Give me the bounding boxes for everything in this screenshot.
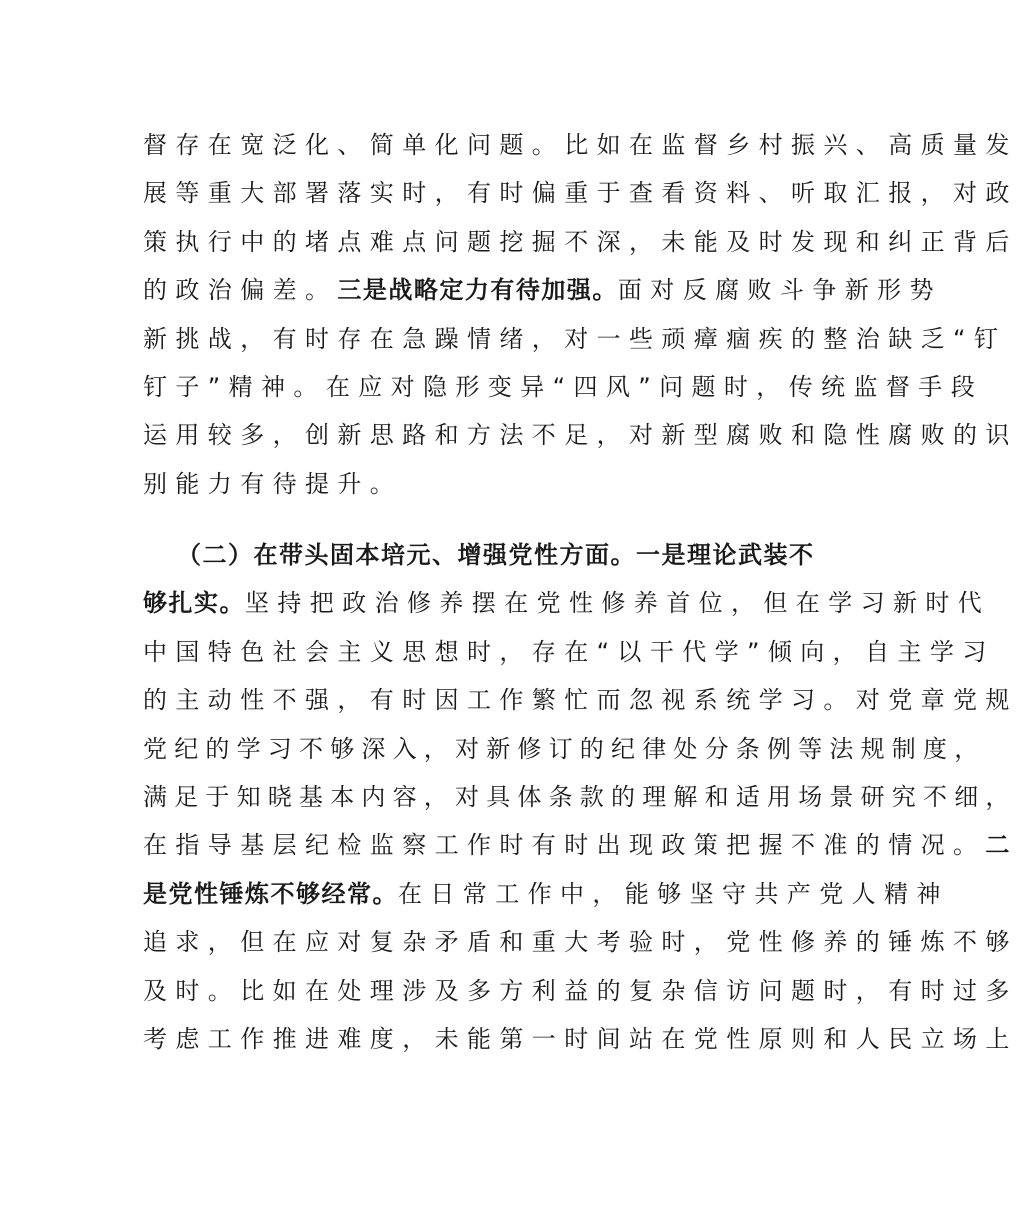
section-heading-two: （二）在带头固本培元、增强党性方面。一是理论武装不 [177, 541, 815, 569]
text-line [143, 821, 1011, 869]
text-run: 运用较多，创新思路和方法不足，对新型腐败和隐性腐败的识 [143, 421, 1018, 450]
bold-heading-two-start: 二 [985, 831, 1011, 860]
text-run: 及时。比如在处理涉及多方利益的复杂信访问题时，有时过多 [143, 976, 1018, 1005]
text-line [143, 266, 942, 314]
text-line [143, 579, 991, 627]
text-line [143, 121, 1018, 169]
text-line [143, 676, 1018, 724]
text-run: 满足于知晓基本内容，对具体条款的理解和适用场景研究不细， [143, 782, 1017, 811]
text-run: 中国特色社会主义思想时，存在“以干代学”倾向，自主学习 [143, 637, 995, 666]
paragraph-supervision-issues [143, 121, 1018, 508]
text-line [143, 870, 949, 918]
text-run: 策执行中的堵点难点问题挖掘不深，未能及时发现和纠正背后 [143, 227, 1018, 256]
text-run: 考虑工作推进难度，未能第一时间站在党性原则和人民立场上 [143, 1024, 1018, 1053]
bold-heading-three: 三是战略定力有待加强。 [337, 276, 618, 305]
text-line [143, 411, 1018, 459]
text-line [143, 315, 1007, 363]
text-run: 的主动性不强，有时因工作繁忙而忽视系统学习。对党章党规 [143, 686, 1018, 715]
text-run: 党纪的学习不够深入，对新修订的纪律处分条例等法规制度， [143, 734, 986, 763]
text-run: 坚持把政治修养摆在党性修养首位，但在学习新时代 [245, 589, 991, 618]
text-line [143, 218, 1018, 266]
text-line [143, 628, 995, 676]
text-run: 展等重大部署落实时，有时偏重于查看资料、听取汇报，对政 [143, 179, 1018, 208]
paragraph-party-spirit [143, 531, 1018, 1063]
text-run: 新挑战，有时存在急躁情绪，对一些顽瘴痼疾的整治缺乏“钉 [143, 324, 1007, 353]
text-line [143, 1015, 1018, 1063]
text-run: 督存在宽泛化、简单化问题。比如在监督乡村振兴、高质量发 [143, 131, 1018, 159]
text-run: 在日常工作中，能够坚守共产党人精神 [398, 879, 949, 908]
text-line [143, 363, 984, 411]
text-line [143, 169, 1018, 217]
text-line [143, 967, 1018, 1015]
text-run: 在指导基层纪检监察工作时有时出现政策把握不准的情况。 [143, 831, 986, 860]
text-line [143, 918, 1018, 966]
bold-heading-one: 够扎实。 [143, 589, 245, 618]
text-run: 别能力有待提升。 [143, 469, 403, 498]
text-line [143, 531, 813, 579]
text-run: 钉子”精神。在应对隐形变异“四风”问题时，传统监督手段 [143, 372, 984, 401]
text-run: 的政治偏差。 [143, 276, 338, 305]
text-run: 追求，但在应对复杂矛盾和重大考验时，党性修养的锤炼不够 [143, 928, 1018, 957]
text-run: 面对反腐败斗争新形势 [617, 276, 942, 305]
text-line [143, 460, 813, 508]
bold-heading-two-end: 是党性锤炼不够经常。 [143, 879, 398, 908]
text-line [143, 773, 1017, 821]
text-line [143, 725, 986, 773]
